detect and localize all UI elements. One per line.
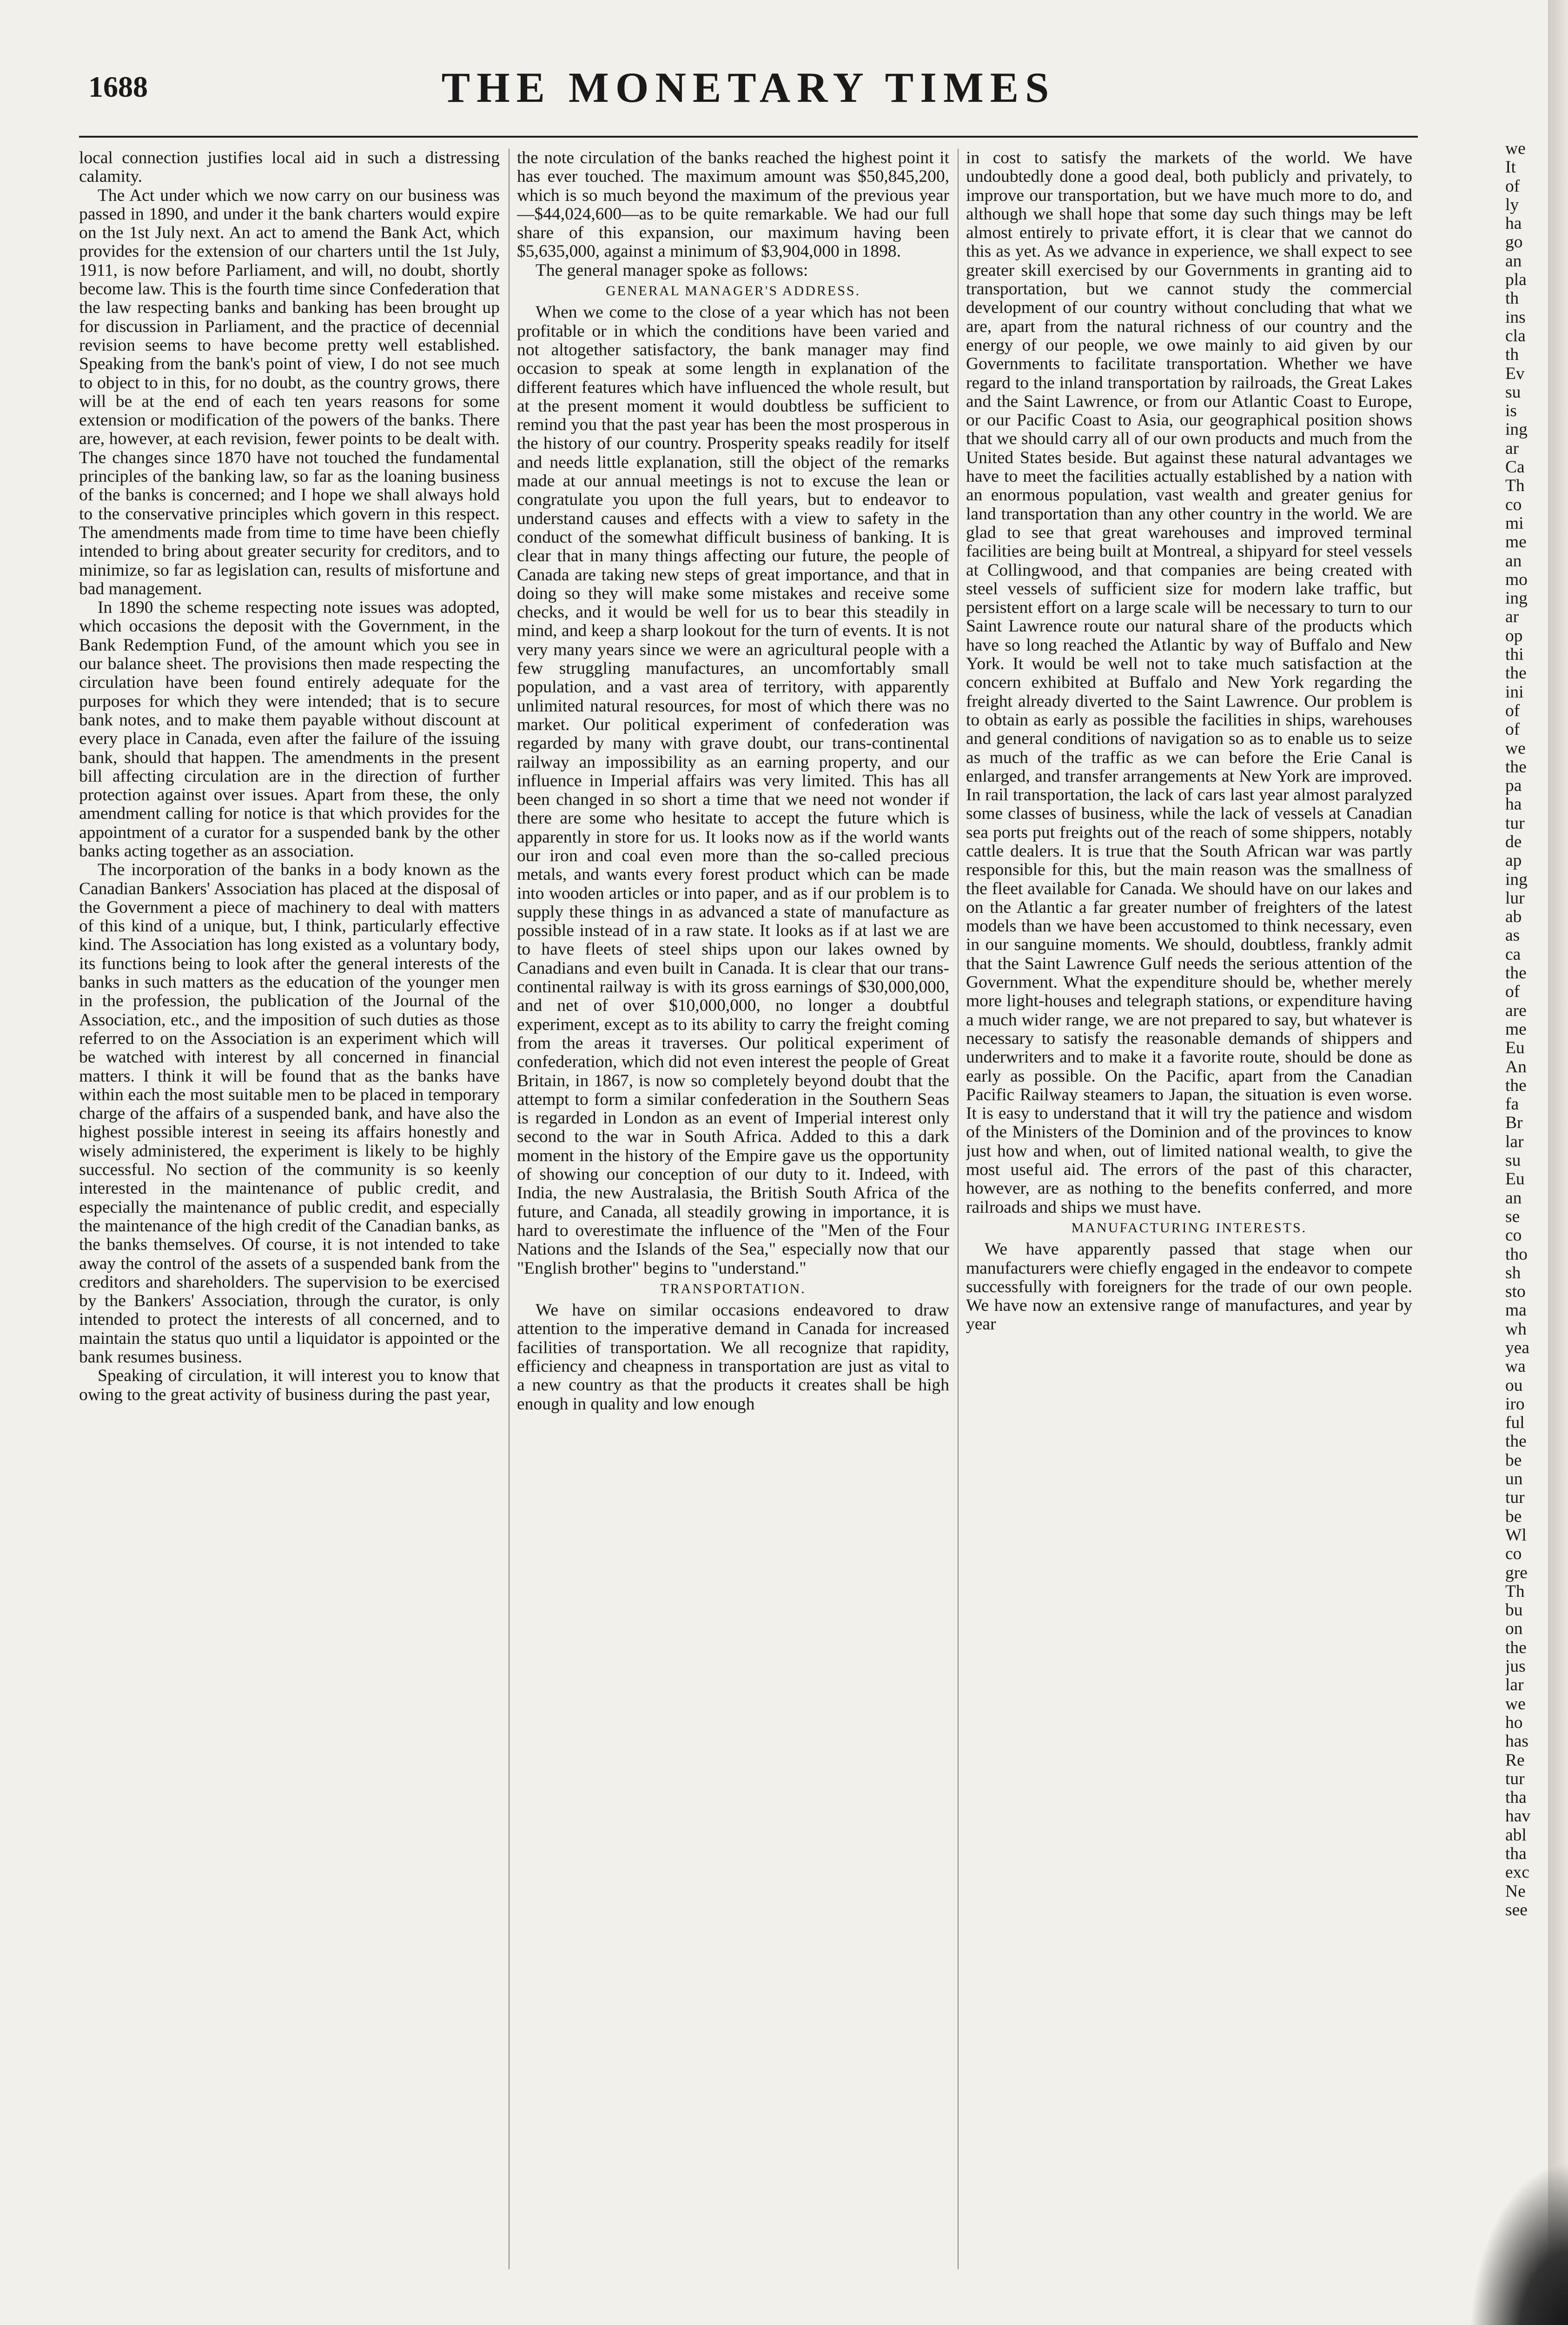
paragraph: Speaking of circulation, it will interest you to know that owing to the great activity of business during the past year, (79, 1366, 500, 1404)
adjacent-page-fragment: ing (1505, 420, 1528, 439)
adjacent-page-column (1505, 140, 1552, 2278)
text-column-2 (517, 149, 949, 2297)
adjacent-page-fragment: ly (1505, 195, 1519, 214)
text-column-1 (79, 149, 500, 2297)
column-divider (958, 149, 959, 2269)
adjacent-page-fragment: mo (1505, 570, 1528, 589)
adjacent-page-fragment: co (1505, 1226, 1522, 1245)
adjacent-page-fragment: thi (1505, 645, 1524, 664)
adjacent-page-fragment: an (1505, 251, 1522, 271)
paragraph: local connection justifies local aid in such a distressing calamity. (79, 149, 500, 186)
paragraph: The general manager spoke as follows: (536, 260, 808, 280)
adjacent-page-fragment: Th (1505, 1581, 1525, 1601)
adjacent-page-fragment: su (1505, 1151, 1521, 1170)
adjacent-page-fragment: lur (1505, 888, 1525, 908)
adjacent-page-fragment: Re (1505, 1750, 1525, 1770)
adjacent-page-fragment: of (1505, 701, 1520, 720)
adjacent-page-fragment: Eu (1505, 1169, 1525, 1189)
adjacent-page-fragment: un (1505, 1469, 1523, 1489)
adjacent-page-fragment: the (1505, 1638, 1527, 1657)
adjacent-page-fragment: ha (1505, 214, 1522, 233)
adjacent-page-fragment: ing (1505, 589, 1528, 608)
page-header (79, 60, 1418, 140)
adjacent-page-fragment: An (1505, 1057, 1527, 1076)
text-column-3 (966, 149, 1412, 2297)
adjacent-page-fragment: the (1505, 664, 1527, 683)
adjacent-page-fragment: Ev (1505, 364, 1525, 383)
adjacent-page-fragment: tho (1505, 1244, 1528, 1264)
adjacent-page-fragment: of (1505, 720, 1520, 739)
masthead-title: THE MONETARY TIMES (441, 64, 1056, 111)
adjacent-page-fragment: wh (1505, 1319, 1527, 1339)
adjacent-page-fragment: an (1505, 551, 1522, 571)
page-number: 1688 (88, 70, 148, 103)
adjacent-page-fragment: ar (1505, 438, 1519, 458)
adjacent-page-fragment: of (1505, 982, 1520, 1002)
adjacent-page-fragment: lar (1505, 1132, 1524, 1151)
adjacent-page-fragment: is (1505, 401, 1517, 421)
adjacent-page-fragment: go (1505, 232, 1523, 252)
paragraph: the note circulation of the banks reached the highest point it has ever touched. The maximum amount was $50,845,200, which is so much beyond the maximum of the previous year—$44,024,600—as to be quite remarkable. We had our full share of this expansion, our maximum having been $5,635,000, against a minimum of $3,904,000 in 1898. (517, 149, 949, 261)
adjacent-page-fragment: an (1505, 1188, 1522, 1208)
adjacent-page-fragment: tur (1505, 1769, 1525, 1788)
adjacent-page-fragment: we (1505, 1694, 1526, 1714)
adjacent-page-fragment: me (1505, 532, 1527, 552)
adjacent-page-fragment: see (1505, 1900, 1528, 1920)
adjacent-page-fragment: th (1505, 345, 1519, 365)
adjacent-page-fragment: fa (1505, 1095, 1519, 1114)
paragraph: When we come to the close of a year which has not been profitable or in which the conditions have been varied and not altogether satisfactory, the bank manager may find occasion to speak at some length in explanation of the different features which have influenced the whole result, but at the present moment it would doubtless be sufficient to remind you that the past year has been the most prosperous in the history of our country. Prosperity speaks readily for itself and needs little explanation, still the object of the remarks made at our annual meetings is not to excuse the lean or congratulate you upon the full years, but to endeavor to understand causes and effects with a view to safety in the conduct of the somewhat difficult business of banking. It is clear that in many things affecting our future, the people of Canada are taking new steps of great importance, and that in doing so they will make some mistakes and receive some checks, and it would be well for us to bear this steadily in mind, and keep a sharp lookout for the turn of events. It is not very many years since we were an agricultural people with a few struggling manufactures, an uncomfortably small population, and a vast area of territory, with apparently unlimited natural resources, for most of which there was no market. Our political experiment of confederation was regarded by many with grave doubt, our trans-continental railway an impossibility as an earning property, and our influence in Imperial affairs was very limited. This has all been changed in so short a time that we need not wonder if there are some who hesitate to accept the future which is apparently in store for us. It looks now as if the world wants our iron and coal even more than the so-called precious metals, and wants every forest product which can be made into wooden articles or into paper, and as if our problem is to supply these things in as advanced a state of manufacture as possible instead of in a raw state. It looks as if at last we are to have fleets of steel ships upon our lakes owned by Canadians and even built in Canada. It is clear that our trans-continental railway is with its gross earnings of $30,000,000, and net of over $10,000,000, no longer a doubtful experiment, except as to its ability to carry the freight coming from the areas it traverses. Our political experiment of confederation, which did not even interest the people of Great Britain, in 1867, is now so completely beyond doubt that the attempt to form a similar confederation in the Southern Seas is regarded in London as an event of Imperial interest only second to the war in South Africa. Added to this a dark moment in the history of the Empire gave us the opportunity of showing our conception of our duty to it. Indeed, with India, the new Australasia, the British South Africa of the future, and Canada, all steadily growing in importance, it is hard to overestimate the influence of the "Men of the Four Nations and the Islands of the Sea," especially now that our "English brother" begins to "understand." (517, 303, 949, 1278)
adjacent-page-fragment: lar (1505, 1675, 1524, 1695)
adjacent-page-fragment: as (1505, 926, 1520, 945)
adjacent-page-fragment: on (1505, 1619, 1523, 1639)
adjacent-page-fragment: se (1505, 1207, 1520, 1226)
adjacent-page-fragment: bu (1505, 1601, 1523, 1620)
adjacent-page-fragment: gre (1505, 1563, 1528, 1582)
adjacent-page-fragment: be (1505, 1450, 1522, 1470)
adjacent-page-fragment: Eu (1505, 1038, 1525, 1058)
adjacent-page-fragment: ful (1505, 1413, 1525, 1433)
paragraph: We have apparently passed that stage when our manufacturers were chiefly engaged in the endeavor to compete successfully with foreigners for the trade of our own people. We have now an extensive range of manufactures, and year by year (966, 1240, 1412, 1334)
adjacent-page-fragment: su (1505, 382, 1521, 402)
adjacent-page-fragment: the (1505, 1076, 1527, 1095)
adjacent-page-fragment: th (1505, 289, 1519, 308)
adjacent-page-fragment: exc (1505, 1863, 1530, 1882)
adjacent-page-fragment: co (1505, 1544, 1522, 1564)
adjacent-page-fragment: hav (1505, 1807, 1531, 1826)
adjacent-page-fragment: ha (1505, 795, 1522, 814)
adjacent-page-fragment: ma (1505, 1301, 1527, 1320)
adjacent-page-fragment: Br (1505, 1113, 1523, 1133)
adjacent-page-fragment: wa (1505, 1357, 1526, 1376)
paragraph: in cost to satisfy the markets of the world. We have undoubtedly done a good deal, both publicly and privately, to improve our transportation, but we have much more to do, and although we shall hope that some day such things may be left almost entirely to private effort, it is clear that we cannot do this as yet. As we advance in experience, we shall expect to see greater skill exercised by our Governments in granting aid to transportation, but we cannot study the commercial development of our country without concluding that what we are, apart from the natural richness of our country and the energy of our people, we owe mainly to aid given by our Governments to facilitate transportation. Whether we have regard to the inland transportation by railroads, the Great Lakes and the Saint Lawrence, or from our Atlantic Coast to Europe, or our Pacific Coast to Asia, our geographical position shows that we should carry all of our own products and much from the United States beside. But against these natural advantages we have to meet the facilities actually established by a nation with an enormous population, vast wealth and greater genius for land transportation than any other country in the world. We are glad to see that great warehouses and improved terminal facilities are being built at Montreal, a shipyard for steel vessels at Collingwood, and that companies are being created with steel vessels of sufficient size for modern lake traffic, but persistent effort on a large scale will be necessary to turn to our Saint Lawrence route our natural share of the products which have so long reached the Atlantic by way of Buffalo and New York. It would be well not to take much satisfaction at the concern exhibited at Buffalo and New York regarding the freight already diverted to the Saint Lawrence. Our problem is to obtain as early as possible the facilities in ships, warehouses and general conditions of navigation so as to enable us to seize as much of the traffic as we can before the Erie Canal is enlarged, and transfer arrangements at New York are improved. In rail transportation, the lack of cars last year almost paralyzed some classes of business, while the lack of vessels at Canadian sea ports put freights out of the reach of some shippers, notably cattle dealers. It is true that the South African war was partly responsible for this, but the main reason was the smallness of the fleet available for Canada. We should have on our lakes and on the Atlantic a far greater number of freighters of the latest models than we have been accustomed to think necessary, even in our sanguine moments. We should, doubtless, frankly admit that the Saint Lawrence Gulf needs the serious attention of the Government. What the expenditure should be, whether merely more light-houses and telegraph stations, or expenditure having a much wider range, we are not prepared to say, but whatever is necessary to satisfy the reasonable demands of shippers and underwriters and to make it a favorite route, should be done as early as possible. On the Pacific, apart from the Canadian Pacific Railway steamers to Japan, the situation is even worse. It is easy to understand that it will try the patience and wisdom of the Ministers of the Dominion and of the provinces to know just how and when, out of limited national wealth, to give the most useful aid. The errors of the past of this character, however, are as nothing to the benefits conferred, and more railroads and ships we must have. (966, 149, 1412, 1217)
adjacent-page-fragment: we (1505, 140, 1526, 158)
adjacent-page-fragment: cla (1505, 326, 1526, 345)
section-heading: TRANSPORTATION. (660, 1281, 806, 1296)
adjacent-page-fragment: are (1505, 1001, 1527, 1020)
adjacent-page-fragment: yea (1505, 1338, 1530, 1357)
adjacent-page-fragment: the (1505, 963, 1527, 983)
adjacent-page-fragment: we (1505, 738, 1526, 758)
adjacent-page-fragment: ing (1505, 870, 1528, 889)
adjacent-page-fragment: of (1505, 176, 1520, 196)
adjacent-page-fragment: tur (1505, 813, 1525, 833)
adjacent-page-fragment: ini (1505, 682, 1524, 702)
adjacent-page-fragment: the (1505, 1432, 1527, 1451)
adjacent-page-fragment: pla (1505, 270, 1527, 290)
adjacent-page-fragment: me (1505, 1019, 1527, 1039)
adjacent-page-fragment: mi (1505, 513, 1524, 533)
adjacent-page-fragment: ins (1505, 307, 1526, 327)
paragraph: The Act under which we now carry on our business was passed in 1890, and under it the bank charters would expire on the 1st July next. An act to amend the Bank Act, which provides for the extension of our charters until the 1st July, 1911, is now before Parliament, and will, no doubt, shortly become law. This is the fourth time since Confederation that the law respecting banks and banking has been brought up for discussion in Parliament, and the practice of decennial revision seems to have become pretty well established. Speaking from the bank's point of view, I do not see much to object to in this, for no doubt, as the country grows, there will be at the end of each ten years reasons for some extension or modification of the powers of the banks. There are, however, at each revision, fewer points to be dealt with. The changes since 1870 have not touched the fundamental principles of the banking law, so far as the loaning business of the banks is concerned; and I hope we shall always hold to the conservative principles which govern in this respect. The amendments made from time to time have been chiefly intended to bring about greater security for creditors, and to minimize, so far as legislation can, results of misfortune and bad management. (79, 186, 500, 598)
adjacent-page-fragment: Ne (1505, 1881, 1526, 1901)
adjacent-page-fragment: ar (1505, 607, 1519, 627)
adjacent-page-fragment: tha (1505, 1788, 1527, 1807)
adjacent-page-fragment: the (1505, 757, 1527, 777)
adjacent-page-fragment: be (1505, 1507, 1522, 1526)
adjacent-page-fragment: sh (1505, 1263, 1521, 1282)
adjacent-page-fragment: sto (1505, 1282, 1526, 1302)
adjacent-page-fragment: tur (1505, 1488, 1525, 1508)
adjacent-page-fragment: de (1505, 832, 1522, 851)
adjacent-page-fragment: op (1505, 626, 1523, 645)
header-rule (79, 136, 1418, 138)
adjacent-page-fragment: ca (1505, 944, 1521, 964)
paragraph: We have on similar occasions endeavored to draw attention to the imperative demand in Canada for increased facilities of transportation. We all recognize that rapidity, efficiency and cheapness in transportation are just as vital to a new country as that the products it creates shall be high enough in quality and low enough (517, 1301, 949, 1414)
adjacent-page-fragment: iro (1505, 1394, 1525, 1414)
paragraph: The incorporation of the banks in a body known as the Canadian Bankers' Association has placed at the disposal of the Government a piece of machinery to deal with matters of this kind of a unique, but, I think, particularly effective kind. The Association has long existed as a voluntary body, its functions being to look after the general interests of the banks in such matters as the education of the younger men in the profession, the publication of the Journal of the Association, etc., and the imposition of such duties as those referred to on the Association is an experiment which will be watched with interest by all concerned in financial matters. I think it will be found that as the banks have within each the most suitable men to be placed in temporary charge of the affairs of a suspended bank, and have also the highest possible interest in seeing its affairs honestly and wisely administered, the experiment is likely to be highly successful. No section of the community is so keenly interested in the maintenance of public credit, and especially the maintenance of public credit, and especially the maintenance of the high credit of the Canadian banks, as the banks themselves. Of course, it is not intended to take away the control of the assets of a suspended bank from the creditors and shareholders. The supervision to be exercised by the Bankers' Association, through the curator, is only intended to protect the interests of all concerned, and to maintain the status quo until a liquidator is appointed or the bank resumes business. (79, 860, 500, 1367)
paragraph: In 1890 the scheme respecting note issues was adopted, which occasions the deposit with the Government, in the Bank Redemption Fund, of the amount which you see in our balance sheet. The provisions then made respecting the circulation have been found entirely adequate for the purposes for which they were intended; that is to secure bank notes, and to make them payable without discount at every place in Canada, even after the failure of the issuing bank, should that happen. The amendments in the present bill affecting circulation are in the direction of further protection against over issues. Apart from these, the only amendment calling for notice is that which provides for the appointment of a curator for a suspended bank by the other banks acting together as an association. (79, 598, 500, 861)
adjacent-page-fragment: It (1505, 158, 1516, 177)
adjacent-page-fragment: Th (1505, 476, 1525, 496)
adjacent-page-fragment: tha (1505, 1844, 1527, 1864)
page-fold-shadow (1469, 2162, 1568, 2325)
adjacent-page-fragment: ap (1505, 851, 1522, 870)
section-heading: GENERAL MANAGER'S ADDRESS. (605, 283, 861, 299)
section-heading: MANUFACTURING INTERESTS. (1071, 1220, 1307, 1236)
adjacent-page-fragment: pa (1505, 776, 1522, 796)
adjacent-page-fragment: ou (1505, 1375, 1523, 1395)
adjacent-page-fragment: Wl (1505, 1525, 1527, 1545)
adjacent-page-fragment: abl (1505, 1825, 1527, 1845)
adjacent-page-fragment: jus (1505, 1657, 1526, 1676)
adjacent-page-fragment: ho (1505, 1713, 1523, 1732)
adjacent-page-fragment: ab (1505, 907, 1522, 927)
adjacent-page-fragment: co (1505, 495, 1522, 514)
adjacent-page-fragment: has (1505, 1732, 1528, 1751)
adjacent-page-fragment: Ca (1505, 458, 1525, 477)
